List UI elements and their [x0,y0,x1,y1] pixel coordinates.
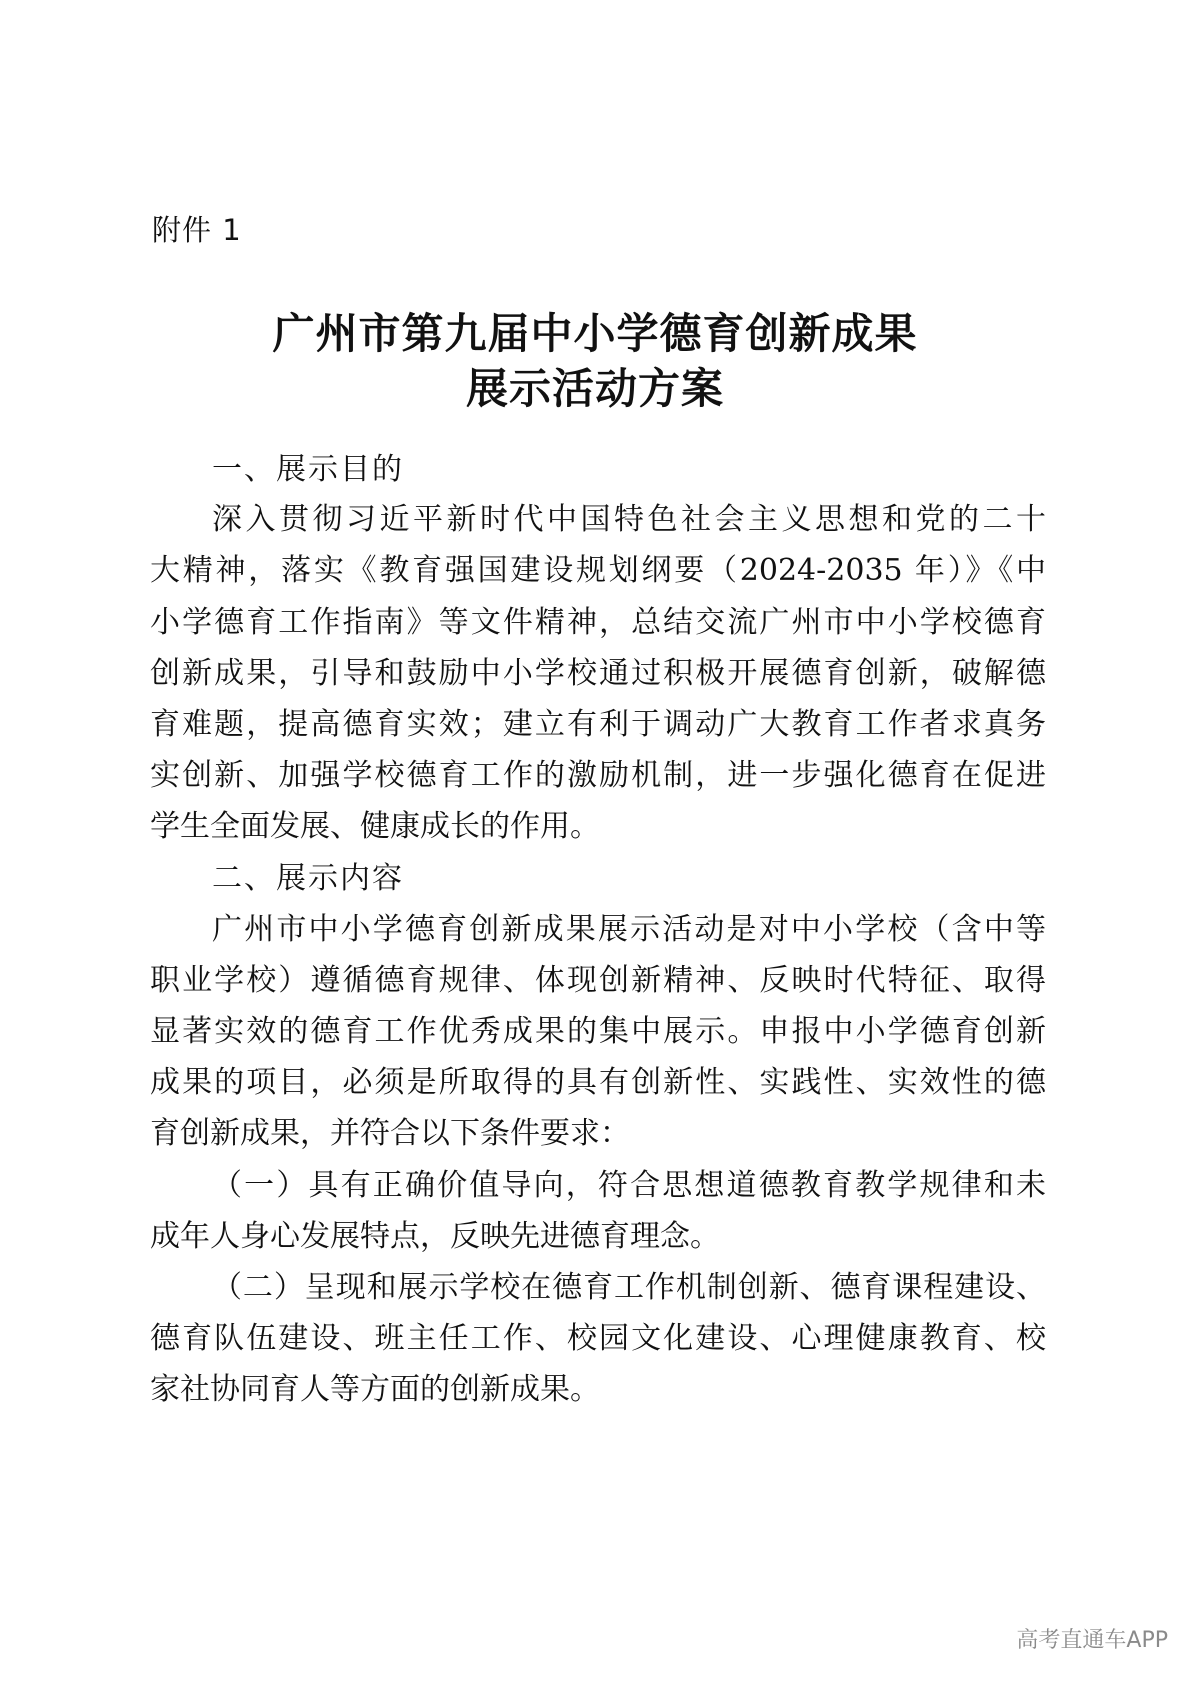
paragraph-line: 创新成果，引导和鼓励中小学校通过积极开展德育创新，破解德 [150,656,1046,691]
document-title-line-1: 广州市第九届中小学德育创新成果 [272,309,918,358]
section-1-heading: 一、展示目的 [212,452,404,487]
paragraph-line: 成果的项目，必须是所取得的具有创新性、实践性、实效性的德 [150,1065,1046,1100]
watermark-text: 高考直通车APP [1016,1628,1168,1653]
item-2-line: 家社协同育人等方面的创新成果。 [150,1372,600,1407]
paragraph-line: 职业学校）遵循德育规律、体现创新精神、反映时代特征、取得 [150,963,1046,998]
attachment-label: 附件 1 [152,213,242,247]
item-1-line: （一）具有正确价值导向，符合思想道德教育教学规律和未 [212,1168,1046,1203]
item-1-line: 成年人身心发展特点，反映先进德育理念。 [150,1219,720,1254]
paragraph-line: 显著实效的德育工作优秀成果的集中展示。申报中小学德育创新 [150,1014,1046,1049]
paragraph-line: 实创新、加强学校德育工作的激励机制，进一步强化德育在促进 [150,758,1046,793]
section-2-heading: 二、展示内容 [212,861,404,896]
paragraph-line: 广州市中小学德育创新成果展示活动是对中小学校（含中等 [212,912,1046,947]
item-2-line: （二）呈现和展示学校在德育工作机制创新、德育课程建设、 [212,1270,1046,1305]
paragraph-line: 大精神，落实《教育强国建设规划纲要（2024-2035 年）》《中 [150,553,1046,588]
paragraph-line: 小学德育工作指南》等文件精神，总结交流广州市中小学校德育 [150,605,1046,640]
document-title-line-2: 展示活动方案 [465,364,724,413]
paragraph-line: 育难题，提高德育实效；建立有利于调动广大教育工作者求真务 [150,707,1046,742]
paragraph-line: 育创新成果，并符合以下条件要求： [150,1116,630,1151]
paragraph-line: 学生全面发展、健康成长的作用。 [150,809,600,844]
item-2-line: 德育队伍建设、班主任工作、校园文化建设、心理健康教育、校 [150,1321,1046,1356]
paragraph-line: 深入贯彻习近平新时代中国特色社会主义思想和党的二十 [212,502,1046,537]
